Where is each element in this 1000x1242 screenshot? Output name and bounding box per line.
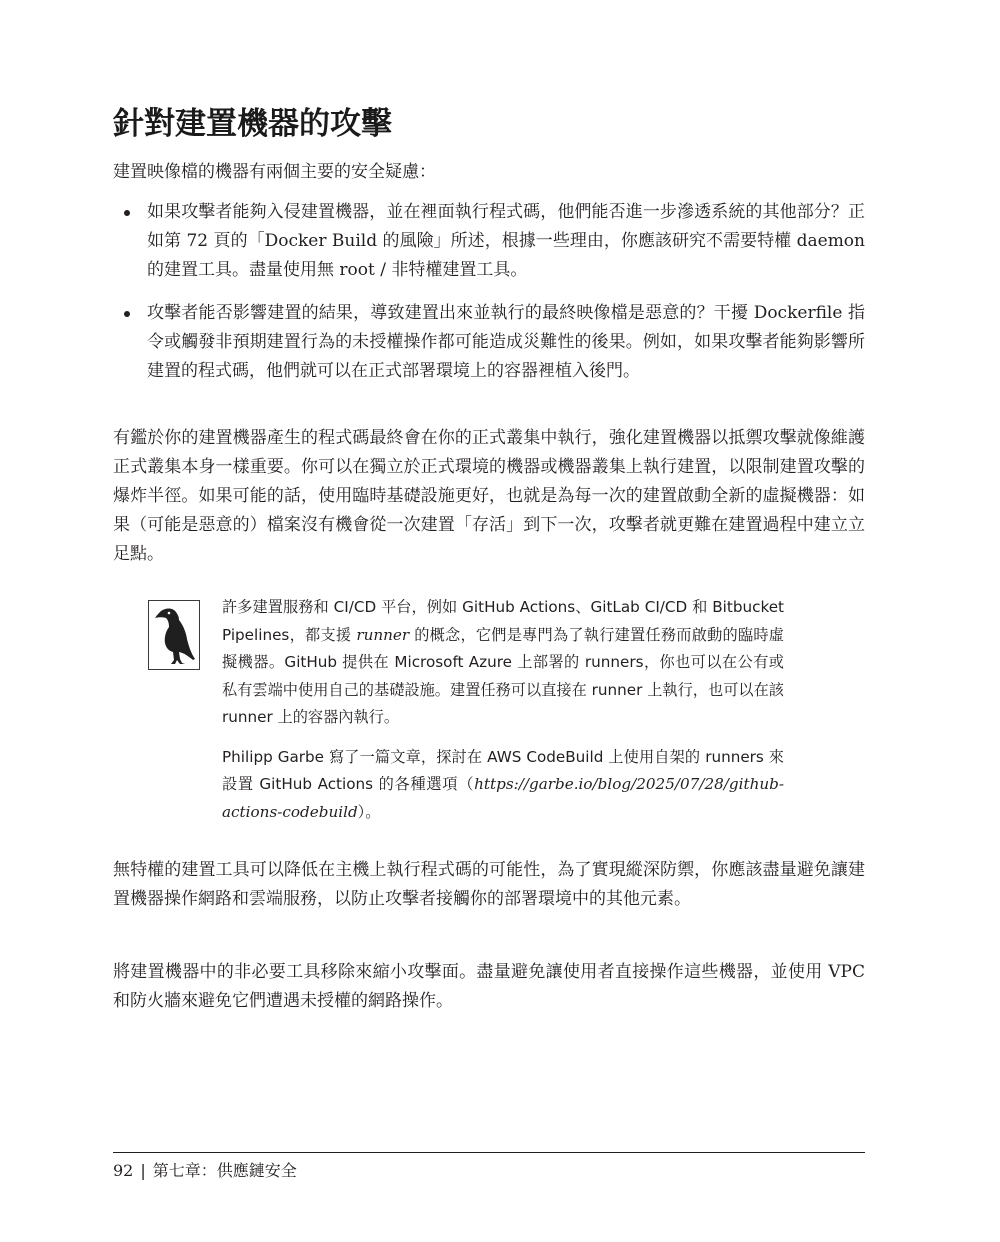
note-paragraph — [222, 594, 784, 732]
page-number: 92 — [113, 1161, 134, 1180]
note-italic-term: runner — [356, 625, 410, 644]
chapter-title: 第七章：供應鏈安全 — [152, 1161, 297, 1180]
note-text: ）。 — [357, 802, 381, 821]
body-paragraph: 無特權的建置工具可以降低在主機上執行程式碼的可能性，為了實現縱深防禦，你應該盡量避免讓建置機器操作網路和雲端服務，以防止攻擊者接觸你的部署環境中的其他元素。 — [113, 860, 865, 909]
note-text: 的概念，它們是專門為了執行建置任務而啟動的臨時虛擬機器。GitHub 提供在 Microsoft Azure 上部署的 runners，你也可以在公有或私有雲端中使用自己的基礎設施。建置任務可以直接在 runner 上執行，也可以在該 runner 上的容器內執行。 — [222, 625, 784, 726]
concern-list — [113, 198, 865, 400]
section-heading: 針對建置機器的攻擊 — [113, 106, 392, 142]
list-item-text: 如果攻擊者能夠入侵建置機器，並在裡面執行程式碼，他們能否進一步滲透系統的其他部分？正如第 72 頁的「Docker Build 的風險」所述，根據一些理由，你應該研究不需要特權 daemon 的建置工具。盡量使用無 root / 非特權建置工具。 — [147, 202, 865, 280]
intro-paragraph: 建置映像檔的機器有兩個主要的安全疑慮： — [113, 162, 436, 182]
note-url-link[interactable]: https://garbe.io/blog/2025/07/28/github-actions-codebuild — [222, 775, 784, 821]
body-paragraph: 將建置機器中的非必要工具移除來縮小攻擊面。盡量避免讓使用者直接操作這些機器，並使用 VPC 和防火牆來避免它們遭遇未授權的網路操作。 — [113, 962, 865, 1011]
note-text: Philipp Garbe 寫了一篇文章，探討在 AWS CodeBuild 上使用自架的 runners 來設置 GitHub Actions 的各種選項（ — [222, 747, 784, 793]
footer-separator: | — [140, 1161, 146, 1180]
note-paragraph — [222, 744, 784, 827]
note-text: 許多建置服務和 CI/CD 平台，例如 GitHub Actions、GitLab CI/CD 和 Bitbucket Pipelines，都支援 — [222, 598, 784, 644]
bullet-icon — [124, 311, 130, 317]
list-item — [113, 299, 865, 386]
list-item — [113, 198, 865, 285]
bullet-icon — [124, 210, 130, 216]
note-callout — [222, 594, 784, 826]
footer-divider — [113, 1152, 865, 1153]
body-paragraph: 有鑑於你的建置機器產生的程式碼最終會在你的正式叢集中執行，強化建置機器以抵禦攻擊就像維護正式叢集本身一樣重要。你可以在獨立於正式環境的機器或機器叢集上執行建置，以限制建置攻擊的爆炸半徑。如果可能的話，使用臨時基礎設施更好，也就是為每一次的建置啟動全新的虛擬機器：如果（可能是惡意的）檔案沒有機會從一次建置「存活」到下一次，攻擊者就更難在建置過程中建立立足點。 — [113, 428, 865, 564]
list-item-text: 攻擊者能否影響建置的結果，導致建置出來並執行的最終映像檔是惡意的？干擾 Dockerfile 指令或觸發非預期建置行為的未授權操作都可能造成災難性的後果。例如，如果攻擊者能夠影響所建置的程式碼，他們就可以在正式部署環境上的容器裡植入後門。 — [147, 303, 865, 381]
page-footer — [113, 1158, 297, 1185]
raven-icon — [148, 600, 200, 670]
